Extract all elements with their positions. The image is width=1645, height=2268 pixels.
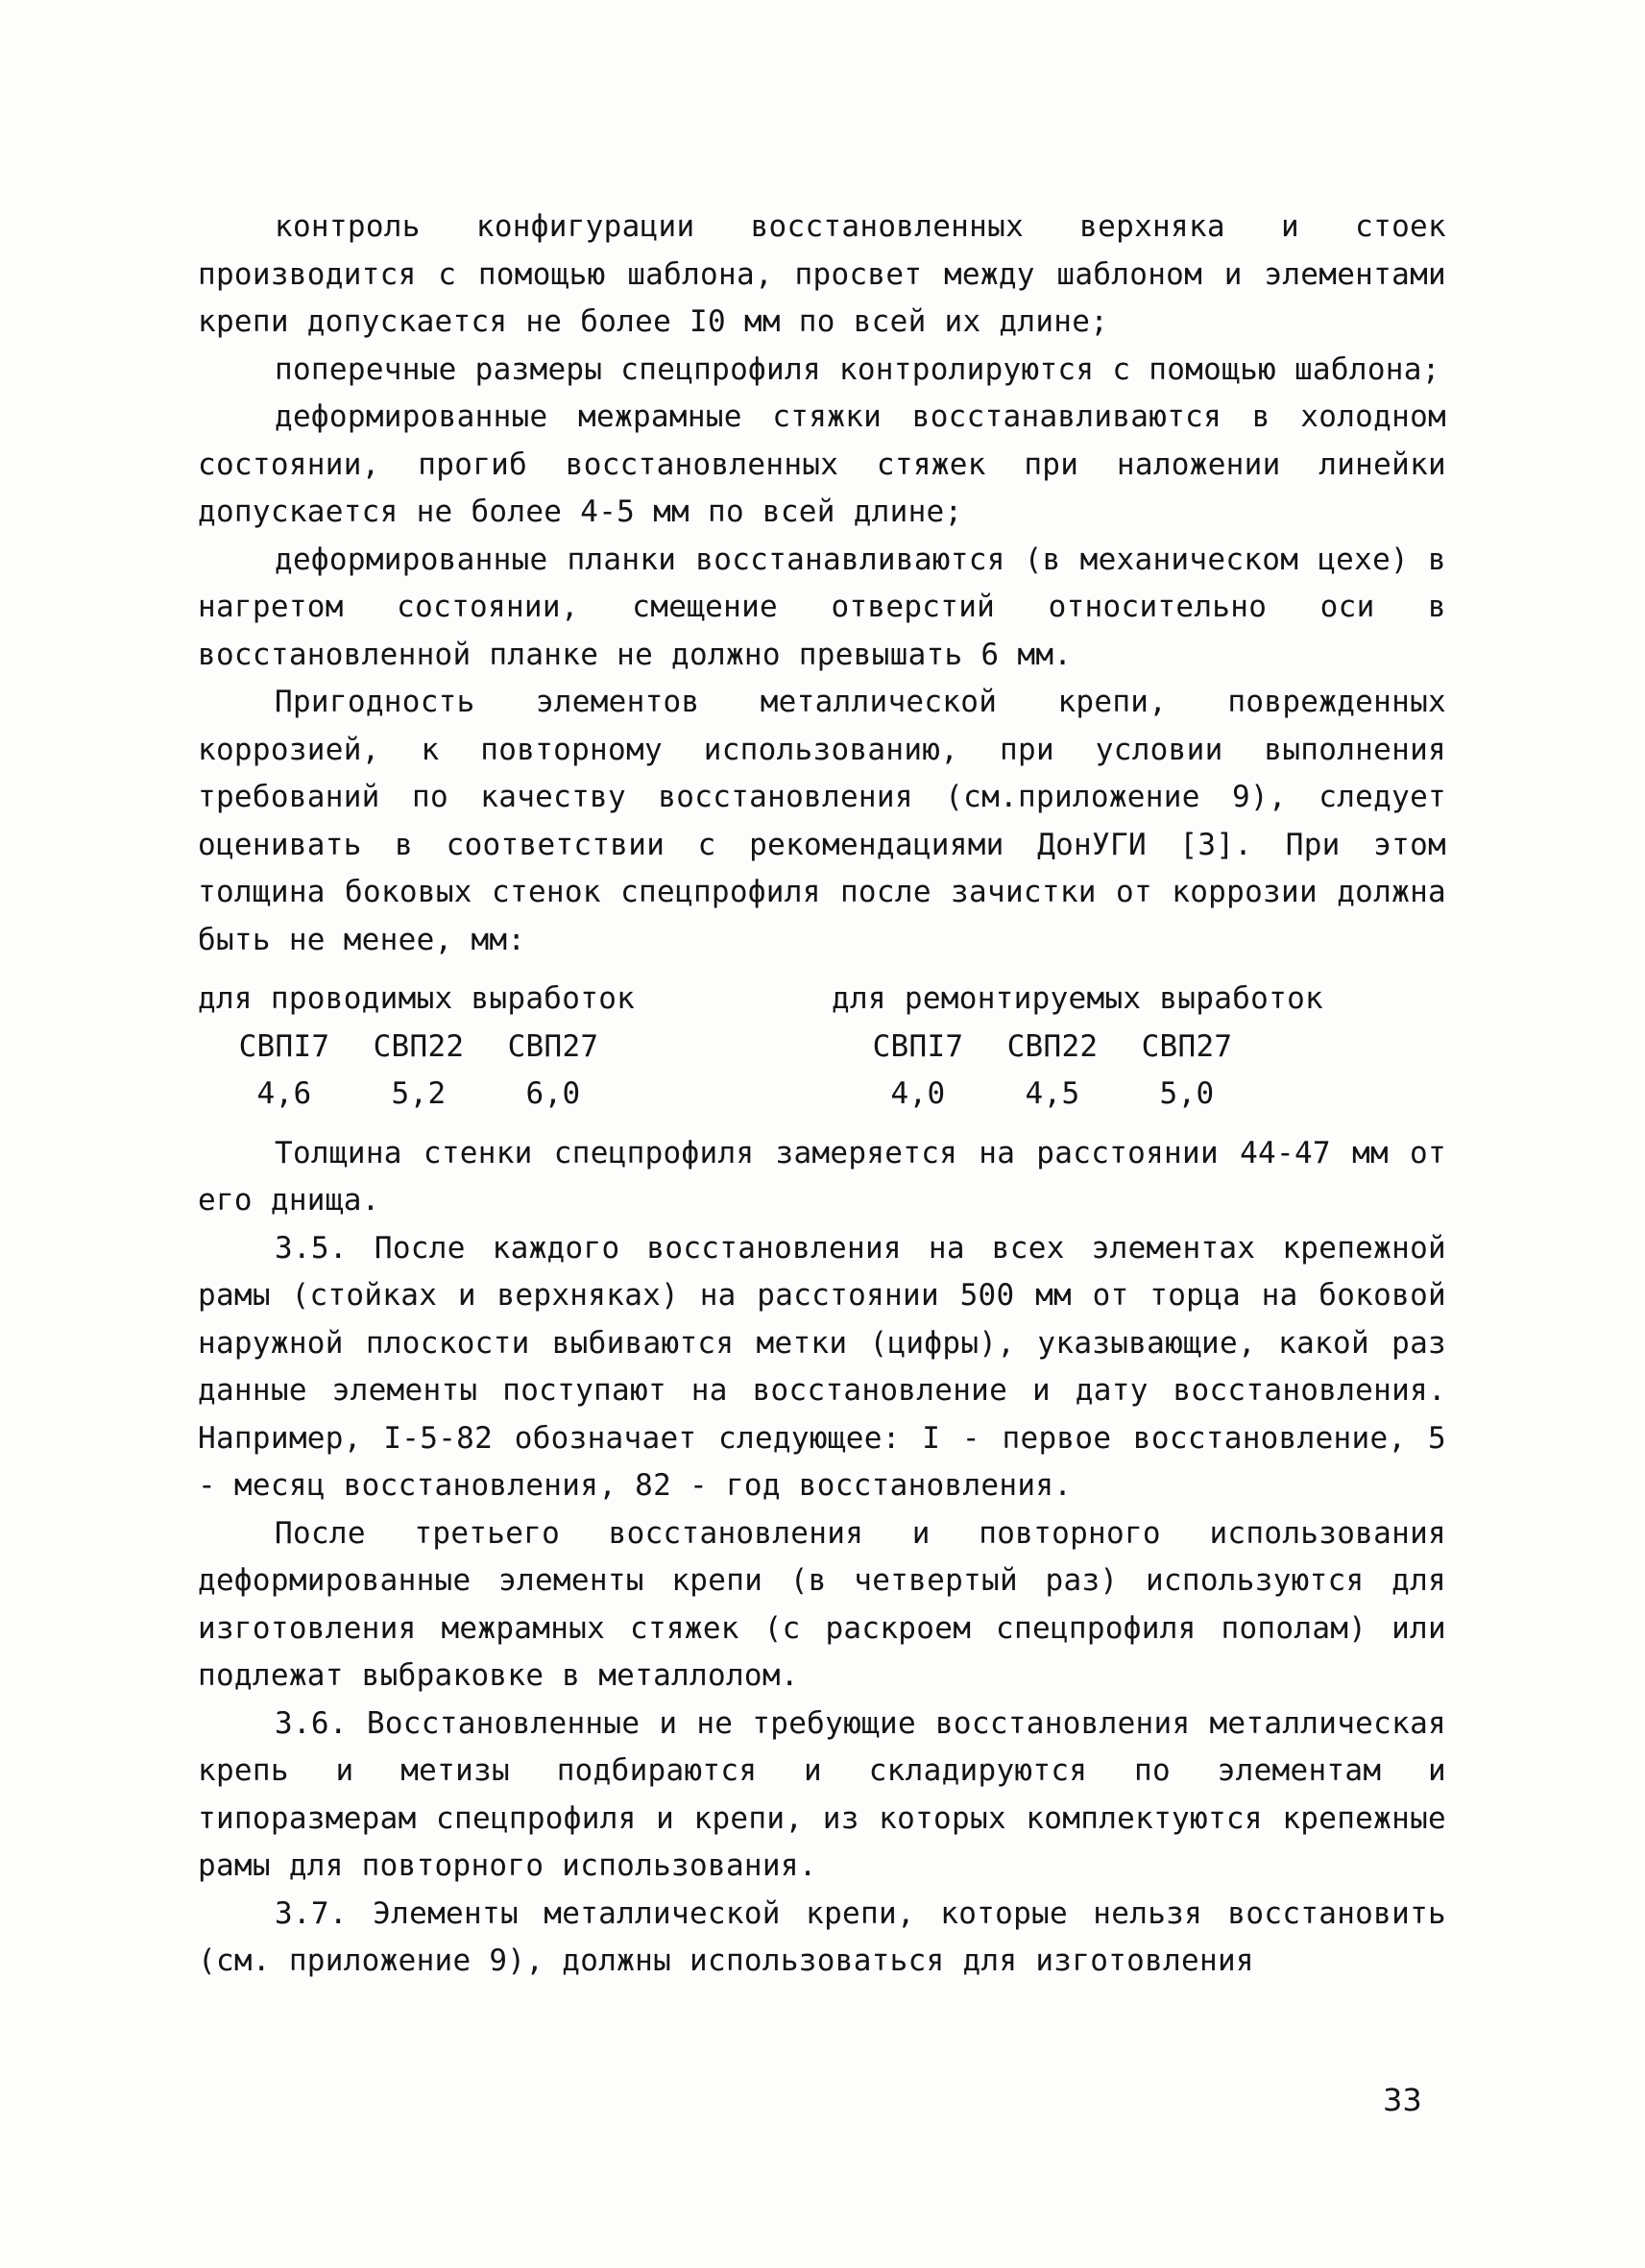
table-cell-value: 6,0 bbox=[525, 1076, 581, 1111]
table-cell-value: 4,0 bbox=[890, 1076, 946, 1111]
table-group-title: для проводимых выработок bbox=[198, 981, 636, 1016]
page-number: 33 bbox=[1383, 2082, 1422, 2118]
table-cell-profile: СВП27 bbox=[1141, 1028, 1233, 1064]
paragraph-corrosion-suitability: Пригодность элементов металлической крепи, поврежденных коррозией, к повторному использованию, при условии выполнения требований по качеству восстановления (см.приложение 9), следует оценивать в соответствии с рекомендациями ДонУГИ [3]. При этом толщина боковых стенок спецпрофиля после зачистки от коррозии должна быть не менее, мм: bbox=[198, 685, 1446, 957]
paragraph-section-3-7: 3.7. Элементы металлической крепи, которые нельзя восстановить (см. приложение 9), должны использоваться для изготовления bbox=[198, 1895, 1446, 1978]
table-cell-profile: СВП22 bbox=[373, 1028, 465, 1064]
table-group-repaired-workings bbox=[812, 976, 1446, 1119]
table-row-profiles bbox=[832, 1024, 1446, 1072]
paragraph-after-third-restoration: После третьего восстановления и повторного использования деформированные элементы крепи (в четвертый раз) используются для изготовления межрамных стяжек (с раскроем спецпрофиля пополам) или подлежат выбраковке в металлолом. bbox=[198, 1515, 1446, 1693]
table-cell-profile: СВПI7 bbox=[238, 1028, 330, 1064]
paragraph-ties-restoration: деформированные межрамные стяжки восстанавливаются в холодном состоянии, прогиб восстановленных стяжек при наложении линейки допускается не более 4-5 мм по всей длине; bbox=[198, 399, 1446, 529]
table-cell-value: 4,6 bbox=[256, 1076, 312, 1111]
table-cell-value: 4,5 bbox=[1025, 1076, 1080, 1111]
table-cell-profile: СВПI7 bbox=[872, 1028, 964, 1064]
table-cell-profile: СВП27 bbox=[507, 1028, 599, 1064]
table-group-driven-workings bbox=[198, 976, 812, 1119]
paragraph-plates-restoration: деформированные планки восстанавливаются (в механическом цехе) в нагретом состоянии, смещение отверстий относительно оси в восстановленной планке не должно превышать 6 мм. bbox=[198, 542, 1446, 672]
table-cell-profile: СВП22 bbox=[1006, 1028, 1099, 1064]
table-row-values bbox=[832, 1071, 1446, 1119]
table-cell-value: 5,0 bbox=[1159, 1076, 1215, 1111]
paragraph-thickness-measurement: Толщина стенки спецпрофиля замеряется на расстоянии 44-47 мм от его днища. bbox=[198, 1135, 1446, 1218]
wall-thickness-table bbox=[198, 976, 1446, 1119]
table-row-profiles bbox=[198, 1024, 812, 1072]
body-text bbox=[198, 204, 1446, 1986]
paragraph-section-3-5: 3.5. После каждого восстановления на всех элементах крепежной рамы (стойках и верхняках) на расстоянии 500 мм от торца на боковой наружной плоскости выбиваются метки (цифры), указывающие, какой раз данные элементы поступают на восстановление и дату восстановления. Например, I-5-82 обозначает следующее: I - первое восстановление, 5 - месяц восстановления, 82 - год восстановления. bbox=[198, 1230, 1446, 1503]
paragraph-section-3-6: 3.6. Восстановленные и не требующие восстановления металлическая крепь и метизы подбираются и складируются по элементам и типоразмерам спецпрофиля и крепи, из которых комплектуются крепежные рамы для повторного использования. bbox=[198, 1705, 1446, 1883]
paragraph-cross-dimensions: поперечные размеры спецпрофиля контролируются с помощью шаблона; bbox=[275, 351, 1440, 387]
table-row-values bbox=[198, 1071, 812, 1119]
paragraph-shape-control: контроль конфигурации восстановленных верхняка и стоек производится с помощью шаблона, просвет между шаблоном и элементами крепи допускается не более I0 мм по всей их длине; bbox=[198, 209, 1446, 339]
table-group-title: для ремонтируемых выработок bbox=[832, 981, 1324, 1016]
table-cell-value: 5,2 bbox=[391, 1076, 447, 1111]
